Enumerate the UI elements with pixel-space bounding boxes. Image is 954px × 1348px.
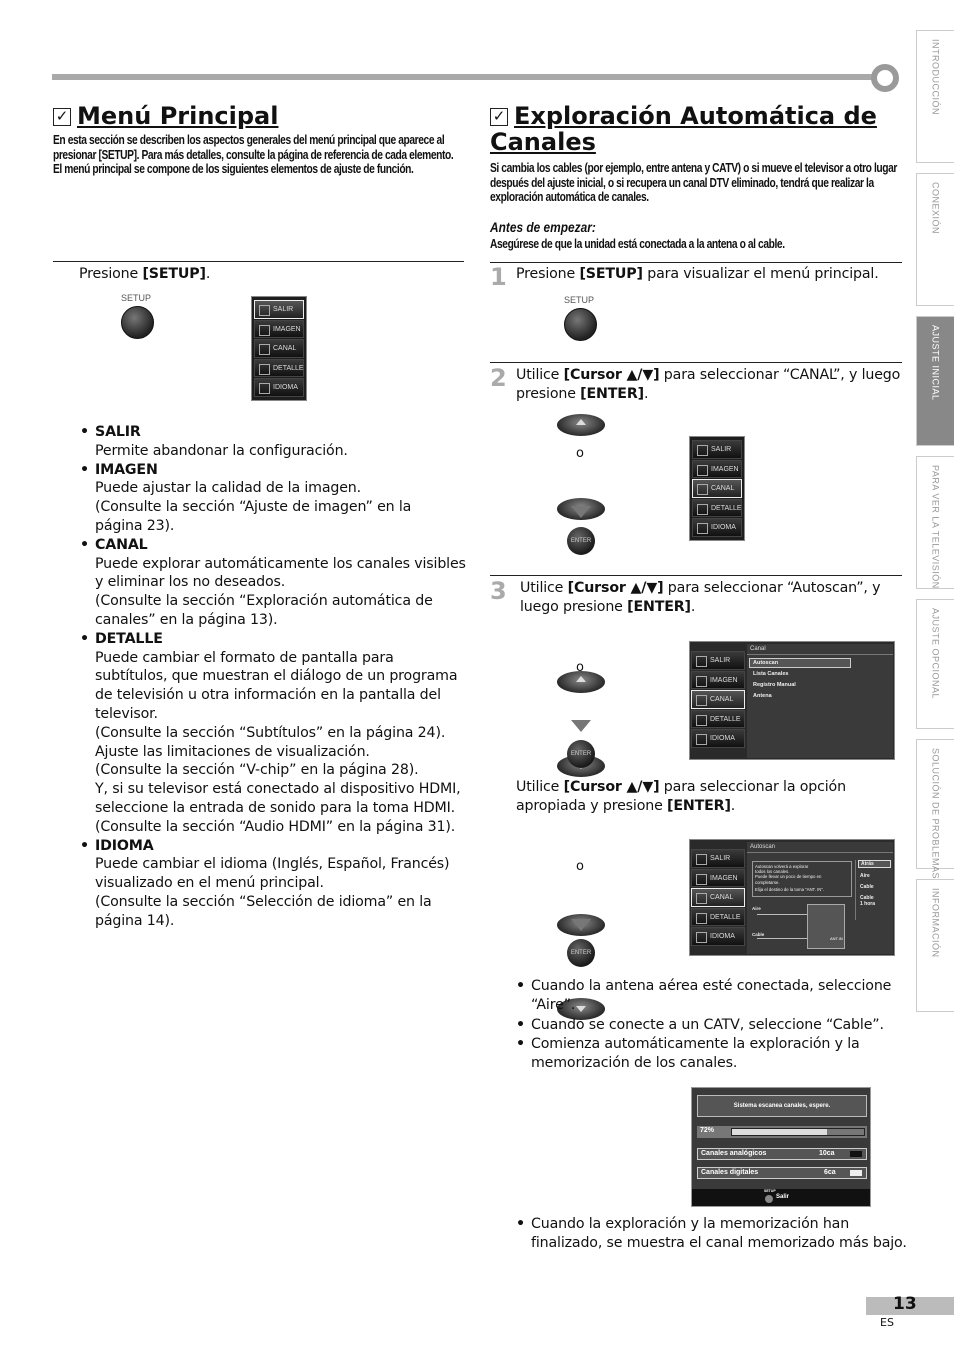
scan-message: Sistema escanea canales, espere. [697, 1095, 867, 1117]
menu-item-idioma: IDIOMA [254, 378, 304, 397]
progress-percent: 72% [700, 1127, 715, 1134]
tab-solucion[interactable] [916, 739, 954, 880]
step1-text: Presione [SETUP] para visualizar el menú principal. [516, 266, 879, 282]
list-item: • Cuando se conecte a un CATV, seleccione “Cable”. [516, 1016, 906, 1035]
menu-item-canal: CANAL [691, 888, 745, 907]
divider [53, 261, 464, 262]
cable-line [757, 938, 807, 939]
tab-para-ver[interactable] [916, 456, 954, 589]
section-title-menu-principal: ✓ Menú Principal [53, 103, 278, 129]
ant-in-label: ANT.IN [830, 936, 843, 941]
arrow-down-icon [571, 506, 591, 518]
page-number: 13 [893, 1294, 917, 1314]
step4-text: Utilice [Cursor ▲/▼] para seleccionar la opción apropiada y presione [ENTER]. [516, 779, 846, 814]
before-title: Antes de empezar: [490, 219, 596, 235]
menu-item-imagen: IMAGEN [691, 869, 745, 888]
menu-item-imagen: IMAGEN [691, 671, 745, 690]
canal-item: Registro Manual [753, 682, 796, 688]
exit-label: Salir [776, 1194, 790, 1200]
list-item: • Cuando la antena aérea esté conectada, seleccione “Aire”. [516, 977, 906, 1015]
tab-label: PARA VER LA TELEVISIÓN [930, 465, 941, 589]
setup-label: SETUP [121, 293, 152, 303]
or-text: o [576, 660, 584, 675]
diagram-air-label: Aire [752, 906, 761, 911]
analog-row: Canales analógicos 10ca [697, 1148, 867, 1160]
menu-item-imagen: IMAGEN [254, 320, 304, 339]
menu-item-canal: CANAL [692, 479, 742, 498]
autoscan-panel [747, 842, 893, 954]
menu-item-idioma: IDIOMA [691, 729, 745, 748]
scan-progress-screen [691, 1087, 871, 1207]
tab-label: CONEXIÓN [930, 182, 941, 235]
canal-panel [747, 644, 893, 758]
option-atras: Atrás [858, 860, 891, 868]
cable-line [757, 914, 807, 915]
tab-label: INFORMACIÓN [930, 888, 941, 958]
step-number: 2 [490, 364, 507, 392]
list-item: • CANAL Puede explorar automáticamente los canales visibles y eliminar los no deseados. (Consulte la sección “Exploración automática de canales” en la página 13). [80, 536, 470, 630]
tab-label: AJUSTE OPCIONAL [930, 608, 941, 700]
canal-item-autoscan: Autoscan [749, 658, 851, 668]
panel-title: Autoscan [747, 842, 893, 853]
setup-label: SETUP [564, 295, 595, 305]
option-cable-1h-sub: 1 hora [860, 901, 876, 907]
menu-item-salir: SALIR [691, 651, 745, 670]
list-item: • IMAGEN Puede ajustar la calidad de la imagen. (Consulte la sección “Ajuste de imagen” en la página 23). [80, 461, 470, 536]
press-setup-text: Presione [SETUP]. [79, 266, 211, 282]
checkbox-icon: ✓ [490, 108, 508, 126]
tab-label: SOLUCIÓN DE PROBLEMAS [930, 748, 941, 880]
tab-conexion[interactable] [916, 173, 954, 306]
menu-items-list [80, 423, 470, 931]
option-cable-1h: Cable [860, 895, 874, 901]
canal-menu-screen [689, 641, 895, 760]
enter-button-icon: ENTER [567, 527, 595, 555]
tab-informacion[interactable] [916, 879, 954, 1012]
tab-label: INTRODUCCIÓN [930, 39, 941, 115]
digital-row: Canales digitales 6ca [697, 1167, 867, 1179]
scan-footer [692, 1189, 870, 1206]
main-menu-screen [689, 436, 745, 541]
canal-item: Antena [753, 693, 772, 699]
tv-diagram-icon [807, 904, 845, 949]
final-note [516, 1215, 916, 1253]
notes-list [516, 977, 906, 1073]
arrow-down-icon [571, 919, 591, 931]
menu-item-detalle: DETALLE [254, 359, 304, 378]
setup-label: SETUP [764, 1189, 776, 1193]
option-cable: Cable [860, 884, 874, 890]
option-aire: Aire [860, 873, 870, 879]
step2-text: Utilice [Cursor ▲/▼] para seleccionar “CANAL”, y luego presione [ENTER]. [516, 367, 901, 402]
tab-label: AJUSTE INICIAL [930, 325, 941, 401]
list-item: • Cuando la exploración y la memorización han finalizado, se muestra el canal memorizado más bajo. [516, 1215, 916, 1253]
setup-button-icon [765, 1195, 773, 1203]
menu-item-imagen: IMAGEN [692, 460, 742, 479]
list-item: • Comienza automáticamente la exploración y la memorización de los canales. [516, 1035, 906, 1073]
menu-item-idioma: IDIOMA [692, 518, 742, 537]
before-text: Asegúrese de que la unidad está conectada a la antena o al cable. [490, 237, 785, 251]
side-menu [691, 848, 745, 947]
menu-item-canal: CANAL [254, 339, 304, 358]
checkbox-icon: ✓ [53, 108, 71, 126]
intro-text: En esta sección se describen los aspectos generales del menú principal que aparece al presionar [SETUP]. Para más detalles, consulte la página de referencia de cada elemento. El menú principal se compone de los siguientes elementos de ajuste de función. [53, 133, 454, 176]
menu-item-salir: SALIR [254, 300, 304, 319]
divider [490, 362, 902, 363]
step-number: 1 [490, 263, 507, 291]
enter-button-icon: ENTER [567, 939, 595, 967]
canal-item: Lista Canales [753, 671, 789, 677]
step3-text: Utilice [Cursor ▲/▼] para seleccionar “Autoscan”, y luego presione [ENTER]. [520, 580, 881, 615]
list-item: • SALIR Permite abandonar la configuración. [80, 423, 470, 461]
cursor-up-icon [557, 414, 605, 436]
tab-ajuste-opcional[interactable] [916, 599, 954, 729]
menu-item-salir: SALIR [691, 849, 745, 868]
menu-item-canal: CANAL [691, 690, 745, 709]
intro-text: Si cambia los cables (por ejemplo, entre antena y CATV) o si mueve el televisor a otro lugar después del ajuste inicial, o si recupera un canal DTV eliminado, tendrá que realizar la exploración automática de canales. [490, 161, 897, 204]
step-number: 3 [490, 577, 507, 605]
autoscan-screen [689, 839, 895, 956]
section-title-exploracion: ✓ Exploración Automática de Canales [490, 102, 877, 156]
setup-button-icon [121, 306, 154, 339]
side-menu [691, 650, 745, 749]
menu-item-detalle: DETALLE [691, 908, 745, 927]
list-item: • DETALLE Puede cambiar el formato de pantalla para subtítulos, que muestran el diálogo de un programa de televisión u otra información en la pantalla del televisor. (Consulte la sección “Subtítulos” en la página 24). Ajuste las limitaciones de visualización. (Consulte la sección “V-chip” en la página 28). Y, si su televisor está conectado al dispositivo HDMI, seleccione la entrada de sonido para la toma HDMI. (Consulte la sección “Audio HDMI” en la página 31). [80, 630, 470, 837]
header-rule [52, 74, 884, 80]
main-menu-screen [251, 296, 307, 401]
panel-title: Canal [747, 644, 893, 655]
menu-item-detalle: DETALLE [692, 499, 742, 518]
divider [490, 262, 902, 263]
enter-button-icon: ENTER [567, 740, 595, 768]
header-ring-icon [871, 64, 899, 92]
list-item: • IDIOMA Puede cambiar el idioma (Inglés, Español, Francés) visualizado en el menú principal. (Consulte la sección “Selección de idioma” en la página 14). [80, 837, 470, 931]
progress-track [731, 1128, 865, 1136]
or-text: o [576, 859, 584, 874]
autoscan-options [855, 860, 891, 920]
menu-item-detalle: DETALLE [691, 710, 745, 729]
diagram-cable-label: Cable [752, 932, 765, 937]
or-text: o [576, 446, 584, 461]
menu-item-idioma: IDIOMA [691, 927, 745, 946]
progress-bar [697, 1126, 867, 1138]
setup-button-icon [564, 308, 597, 341]
language-code: ES [880, 1316, 894, 1329]
tab-ajuste-inicial[interactable] [916, 316, 954, 446]
tab-introduccion[interactable] [916, 30, 954, 163]
arrow-down-icon [571, 720, 591, 732]
divider [490, 575, 902, 576]
autoscan-message: Autoscan volverá a explorar todos los canales. Puede llevar un poco de tiempo en completarse. Elija el destino de la toma “ANT. IN”. [752, 861, 852, 897]
menu-item-salir: SALIR [692, 440, 742, 459]
